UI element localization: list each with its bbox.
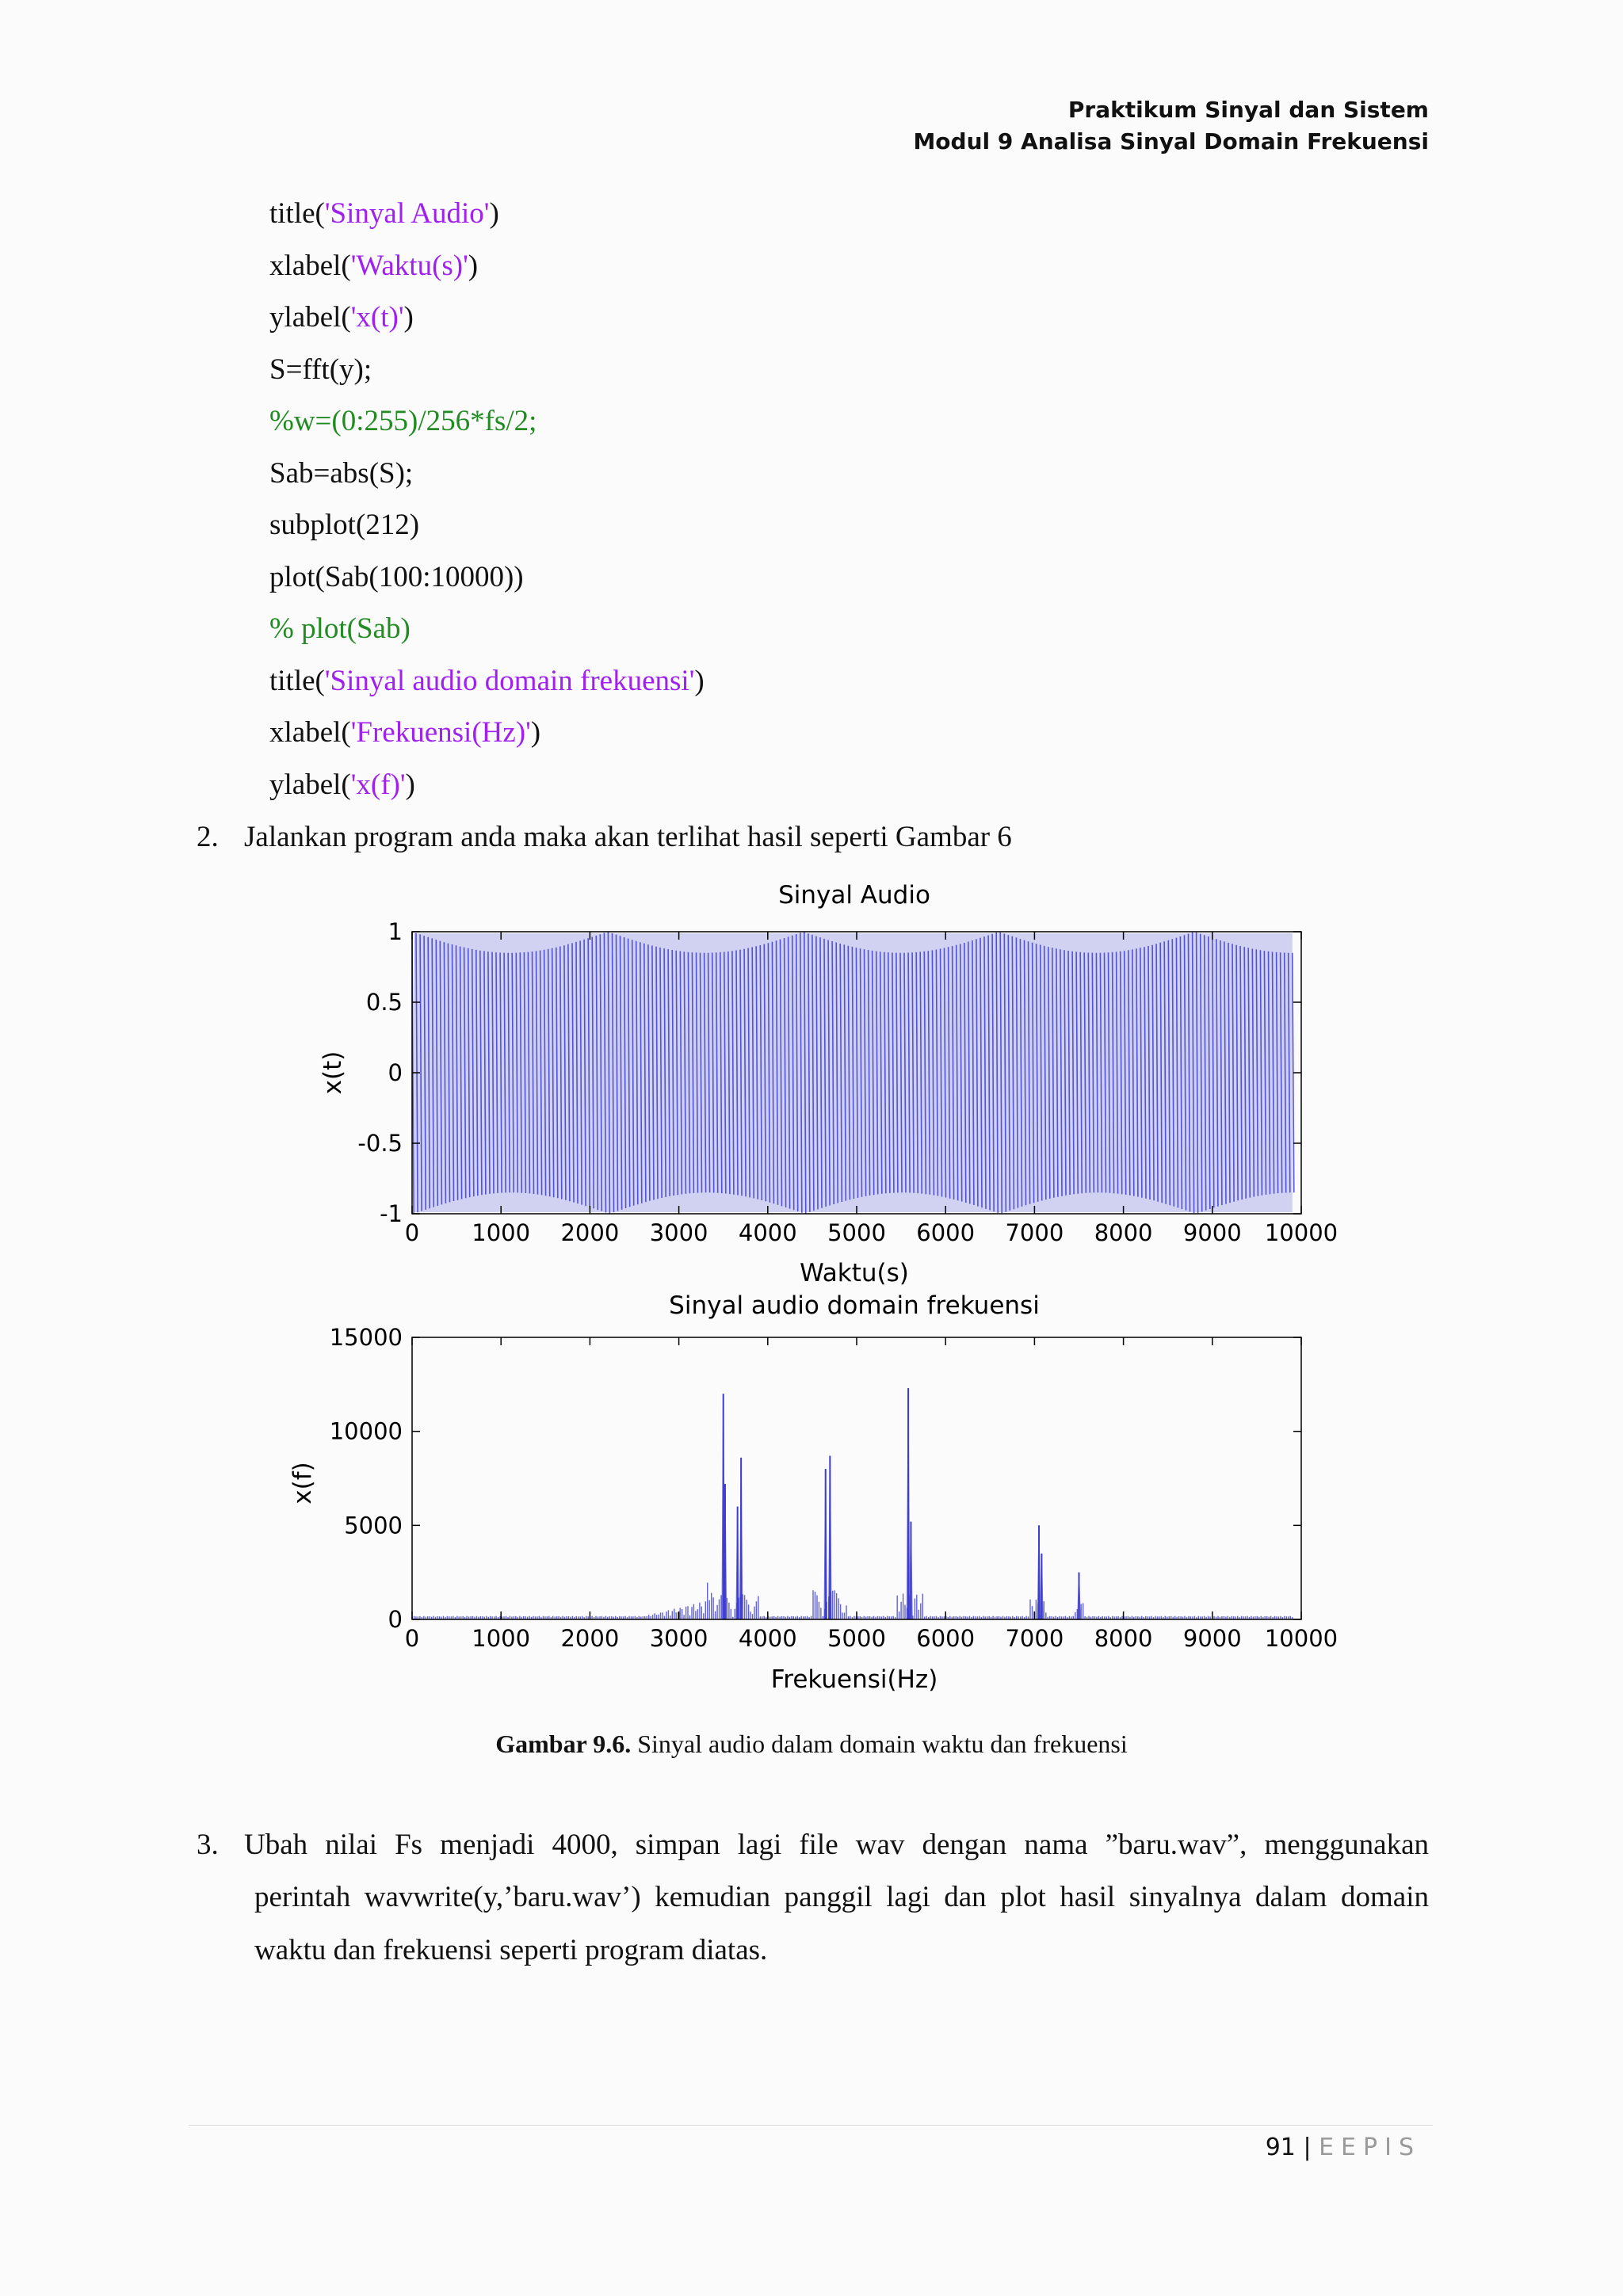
figure-caption — [0, 1730, 1623, 1759]
code-line — [269, 664, 705, 698]
code-string: 'Frekuensi(Hz)' — [350, 716, 531, 749]
y-axis-label: x(f) — [288, 1462, 317, 1505]
x-tick-label: 2000 — [560, 1625, 620, 1652]
signal-trace — [412, 932, 1294, 1214]
code-line — [269, 300, 414, 334]
y-tick-label: 5000 — [344, 1512, 403, 1539]
code-line — [269, 768, 415, 802]
code-line — [269, 456, 413, 490]
footer-separator: | — [1295, 2134, 1319, 2161]
code-text: title( — [269, 664, 325, 697]
figure-9-6 — [0, 879, 1623, 1711]
x-tick-label: 0 — [404, 1625, 420, 1652]
x-tick-label: 3000 — [649, 1219, 708, 1246]
page-number: 91 — [1265, 2134, 1296, 2161]
x-tick-label: 7000 — [1005, 1625, 1064, 1652]
x-tick-label: 1000 — [472, 1625, 531, 1652]
code-string: 'x(f)' — [350, 768, 406, 801]
x-axis-label: Frekuensi(Hz) — [770, 1665, 938, 1694]
code-text: ylabel( — [269, 301, 351, 334]
code-string: 'Sinyal Audio' — [324, 197, 490, 230]
x-tick-label: 5000 — [827, 1219, 886, 1246]
x-tick-label: 10000 — [1264, 1625, 1338, 1652]
header-module: Modul 9 Analisa Sinyal Domain Frekuensi — [913, 128, 1429, 154]
code-text: ylabel( — [269, 768, 351, 801]
axis-ticks — [330, 1324, 1338, 1652]
y-tick-label: 1 — [388, 918, 403, 945]
code-comment: %w=(0:255)/256*fs/2; — [269, 405, 537, 437]
x-tick-label: 3000 — [649, 1625, 708, 1652]
x-axis-label: Waktu(s) — [800, 1259, 909, 1287]
page-footer — [1266, 2134, 1421, 2161]
code-text: ) — [489, 197, 499, 230]
frequency-domain-plot — [288, 1291, 1338, 1694]
code-string: 'Sinyal audio domain frekuensi' — [324, 664, 695, 697]
code-string: 'Waktu(s)' — [350, 249, 468, 282]
code-line — [269, 560, 524, 594]
spectrum-baseline — [412, 1583, 1293, 1619]
code-string: 'x(t)' — [350, 301, 404, 334]
code-text: ) — [694, 664, 705, 697]
y-tick-label: 0.5 — [365, 989, 403, 1016]
code-line — [269, 404, 537, 438]
y-tick-label: 10000 — [329, 1417, 403, 1445]
code-line — [269, 508, 419, 542]
code-text: subplot(212) — [269, 509, 420, 541]
caption-text: Sinyal audio dalam domain waktu dan frekuensi — [631, 1730, 1128, 1758]
code-text: xlabel( — [269, 716, 351, 749]
code-text: S=fft(y); — [269, 353, 372, 386]
footer-org: EEPIS — [1319, 2134, 1421, 2161]
x-tick-label: 2000 — [560, 1219, 620, 1246]
code-text: Sab=abs(S); — [269, 456, 414, 490]
header-course: Praktikum Sinyal dan Sistem — [1067, 97, 1429, 123]
x-tick-label: 0 — [404, 1219, 420, 1246]
plot-title: Sinyal Audio — [778, 881, 930, 910]
caption-label: Gambar 9.6. — [495, 1730, 632, 1758]
code-line — [269, 353, 372, 387]
code-line — [269, 196, 499, 231]
code-text: title( — [269, 197, 325, 230]
code-line — [269, 715, 540, 749]
spectrum-trace — [412, 1388, 1293, 1619]
y-tick-label: -1 — [380, 1200, 403, 1227]
x-tick-label: 8000 — [1094, 1219, 1153, 1246]
x-tick-label: 4000 — [738, 1219, 797, 1246]
step-text-line: perintah wavwrite(y,’baru.wav’) kemudian panggil lagi dan plot hasil sinyalnya dalam domain — [254, 1881, 1429, 1913]
step-number: 2. — [197, 821, 219, 853]
x-tick-label: 4000 — [738, 1625, 797, 1652]
x-tick-label: 6000 — [916, 1625, 976, 1652]
code-text: plot(Sab(100:10000)) — [269, 560, 524, 593]
x-tick-label: 10000 — [1264, 1219, 1338, 1246]
time-domain-plot — [319, 881, 1338, 1287]
running-header — [1068, 97, 1429, 123]
x-tick-label: 8000 — [1094, 1625, 1153, 1652]
code-text: xlabel( — [269, 249, 351, 282]
footer-rule — [189, 2125, 1433, 2126]
step-number: 3. — [197, 1829, 219, 1861]
y-tick-label: 15000 — [329, 1324, 403, 1351]
plot-title: Sinyal audio domain frekuensi — [669, 1291, 1040, 1320]
x-tick-label: 9000 — [1182, 1625, 1242, 1652]
x-tick-label: 6000 — [916, 1219, 976, 1246]
x-tick-label: 1000 — [472, 1219, 531, 1246]
y-tick-label: 0 — [388, 1059, 403, 1086]
code-line — [269, 612, 411, 646]
step-text: Jalankan program anda maka akan terlihat hasil seperti Gambar 6 — [244, 821, 1012, 853]
x-tick-label: 9000 — [1182, 1219, 1242, 1246]
plot-frame — [412, 1337, 1301, 1619]
x-tick-label: 7000 — [1005, 1219, 1064, 1246]
step-text-line: Ubah nilai Fs menjadi 4000, simpan lagi file wav dengan nama ”baru.wav”, menggunakan — [244, 1829, 1429, 1861]
x-tick-label: 5000 — [827, 1625, 886, 1652]
step-text-line: waktu dan frekuensi seperti program diatas. — [254, 1934, 768, 1966]
y-tick-label: 0 — [388, 1606, 403, 1633]
code-text: ) — [468, 249, 479, 282]
running-header-module — [913, 128, 1429, 154]
code-text: ) — [530, 716, 541, 749]
code-text: ) — [403, 301, 414, 334]
code-line — [269, 249, 478, 283]
y-axis-label: x(t) — [319, 1051, 347, 1095]
code-text: ) — [405, 768, 415, 801]
code-comment: % plot(Sab) — [269, 612, 411, 645]
y-tick-label: -0.5 — [357, 1130, 403, 1157]
